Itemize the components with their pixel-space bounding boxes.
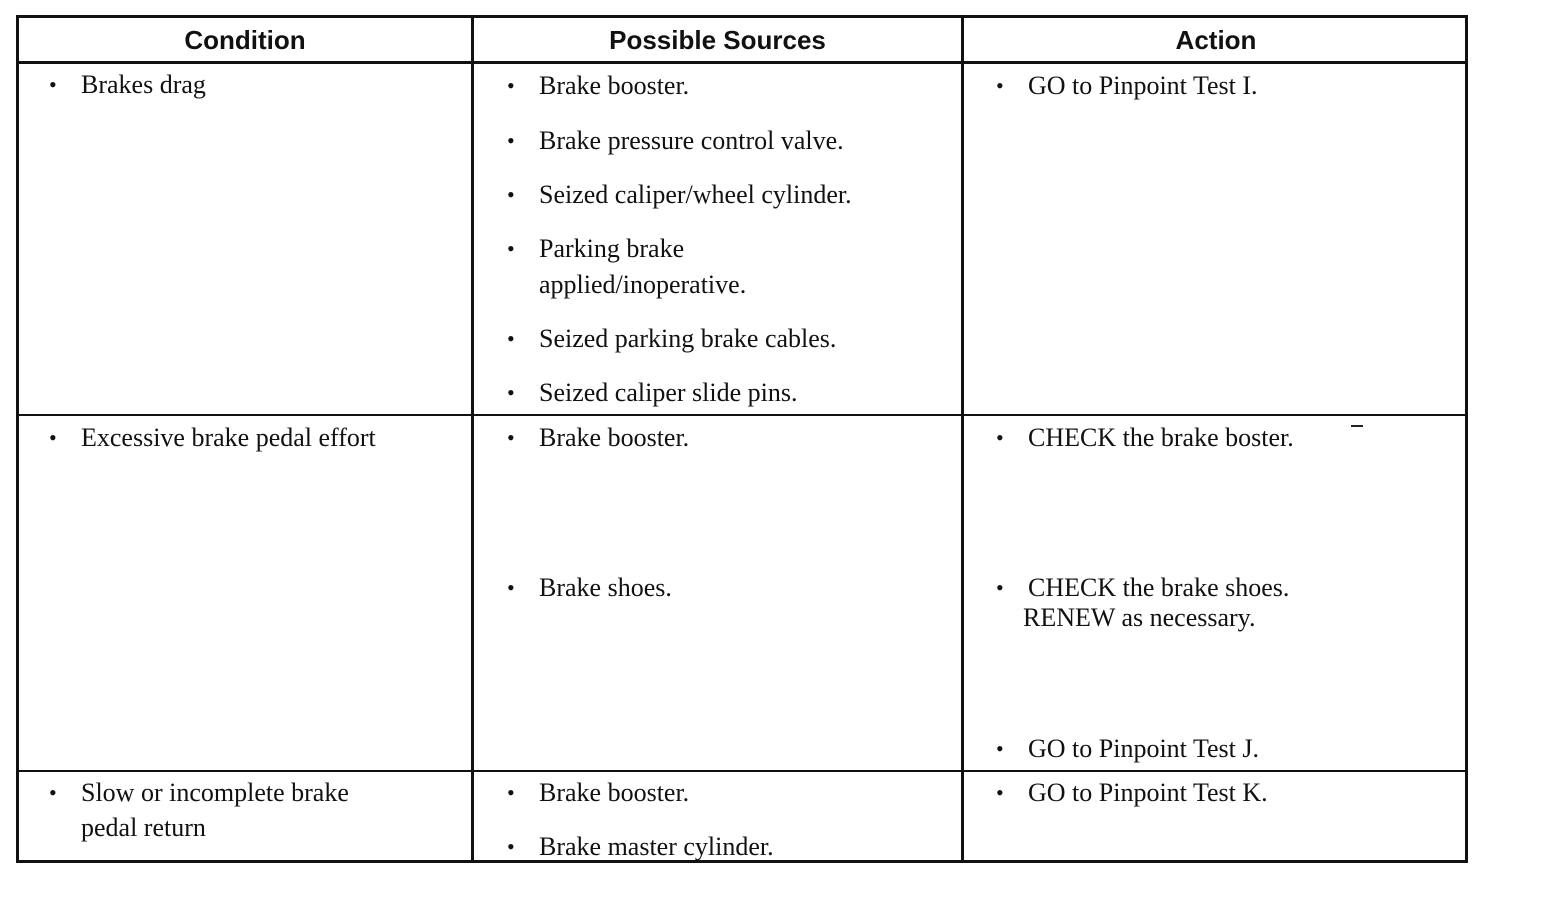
- header-condition: Condition: [184, 25, 306, 55]
- source-item-continuation: applied/inoperative.: [539, 270, 747, 299]
- bullet-icon: •: [49, 425, 57, 450]
- bullet-icon: •: [996, 73, 1004, 98]
- row-divider: [19, 770, 1465, 772]
- bullet-icon: •: [49, 72, 57, 97]
- stray-dash-mark: [1351, 425, 1363, 427]
- bullet-icon: •: [996, 425, 1004, 450]
- column-divider: [961, 18, 964, 860]
- bullet-icon: •: [507, 780, 515, 805]
- header-possible-sources: Possible Sources: [609, 25, 826, 55]
- bullet-icon: •: [507, 380, 515, 405]
- header-action: Action: [1175, 25, 1257, 55]
- bullet-icon: •: [49, 780, 57, 805]
- bullet-icon: •: [996, 575, 1004, 600]
- header-divider: [19, 61, 1465, 64]
- bullet-icon: •: [996, 736, 1004, 761]
- bullet-icon: •: [507, 73, 515, 98]
- diagnosis-table: Condition Possible Sources Action • Brakes drag • Brake booster. • Brake pressure control valve. • Seized caliper/wheel cylinder. • Parking brake applied/inoperative. • Seized parking brake cables. • Seized caliper slide pins. • GO to Pinpoint Test I. • Excessive brake pedal effort • Brake booster. • Brake shoes. • CHECK the brake boster. • CHECK the brake shoes. RENEW as necessary. • GO to Pinpoint Test J. • Slow or incomplete brake pedal return • Brake booster. • Brake master cylinder. • GO to Pinpoint Test K.: [16, 15, 1468, 863]
- bullet-icon: •: [996, 780, 1004, 805]
- condition-item-continuation: pedal return: [81, 813, 206, 842]
- bullet-icon: •: [507, 834, 515, 859]
- bullet-icon: •: [507, 182, 515, 207]
- bullet-icon: •: [507, 236, 515, 261]
- bullet-icon: •: [507, 425, 515, 450]
- bullet-icon: •: [507, 326, 515, 351]
- bullet-icon: •: [507, 128, 515, 153]
- row-divider: [19, 414, 1465, 416]
- bullet-icon: •: [507, 575, 515, 600]
- column-divider: [471, 18, 474, 860]
